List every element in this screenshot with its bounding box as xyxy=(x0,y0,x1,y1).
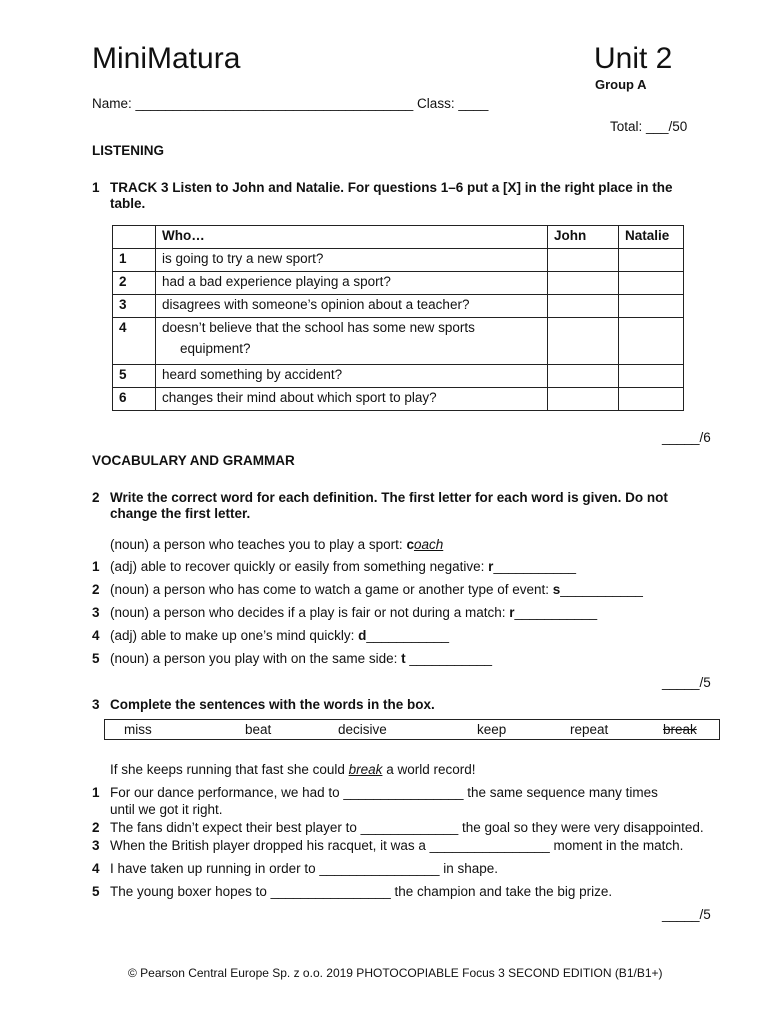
q2-instruction: Write the correct word for each definition. The first letter for each word is given. Do not xyxy=(110,490,668,505)
brand-title: MiniMatura xyxy=(92,42,241,75)
listening-heading: LISTENING xyxy=(92,143,165,158)
q3-item: I have taken up running in order to ________________ in shape. xyxy=(110,861,499,876)
row-number: 4 xyxy=(113,318,156,365)
q3-instruction: Complete the sentences with the words in the box. xyxy=(110,697,435,712)
row-text: disagrees with someone’s opinion about a teacher? xyxy=(156,295,548,318)
table-row xyxy=(113,272,684,295)
q3-item-cont: until we got it right. xyxy=(110,802,223,817)
word-box xyxy=(104,719,720,740)
box-word: repeat xyxy=(570,722,609,737)
row-number: 2 xyxy=(113,272,156,295)
q3-example: If she keeps running that fast she could break a world record! xyxy=(110,762,476,777)
q2-score: _____/5 xyxy=(662,675,711,690)
row-text: is going to try a new sport? xyxy=(156,249,548,272)
item-number: 1 xyxy=(92,785,100,800)
table-row xyxy=(113,249,684,272)
john-answer-cell[interactable] xyxy=(548,249,619,272)
group-label: Group A xyxy=(595,77,647,92)
question-number: 1 xyxy=(92,180,100,195)
vocab-heading: VOCABULARY AND GRAMMAR xyxy=(92,453,295,468)
natalie-answer-cell[interactable] xyxy=(619,365,684,388)
item-number: 2 xyxy=(92,582,100,597)
john-answer-cell[interactable] xyxy=(548,318,619,365)
listening-table xyxy=(112,225,684,411)
q3-item: When the British player dropped his racquet, it was a ________________ moment in the match. xyxy=(110,838,684,853)
item-number: 5 xyxy=(92,651,100,666)
answer-blank[interactable]: ___________ xyxy=(493,559,577,574)
row-number: 1 xyxy=(113,249,156,272)
john-answer-cell[interactable] xyxy=(548,365,619,388)
item-number: 5 xyxy=(92,884,100,899)
box-word: miss xyxy=(124,722,152,737)
row-text-cont: equipment? xyxy=(180,341,251,356)
listening-score: _____/6 xyxy=(662,430,711,445)
john-answer-cell[interactable] xyxy=(548,388,619,411)
table-row xyxy=(113,318,684,365)
answer-blank[interactable]: ___________ xyxy=(405,651,493,666)
q2-example: (noun) a person who teaches you to play a sport: coach xyxy=(110,537,444,552)
table-row xyxy=(113,365,684,388)
q2-instruction-cont: change the first letter. xyxy=(110,506,251,521)
row-number: 3 xyxy=(113,295,156,318)
box-word: decisive xyxy=(338,722,387,737)
row-number: 5 xyxy=(113,365,156,388)
listening-instruction-cont: table. xyxy=(110,196,146,211)
row-text: doesn’t believe that the school has some new sports xyxy=(162,320,475,335)
answer-blank[interactable]: ___________ xyxy=(560,582,643,597)
header-who: Who… xyxy=(156,226,548,249)
table-row xyxy=(113,388,684,411)
row-number: 6 xyxy=(113,388,156,411)
table-header-row xyxy=(113,226,684,249)
natalie-answer-cell[interactable] xyxy=(619,318,684,365)
q3-item: The fans didn’t expect their best player to _____________ the goal so they were very disappointed. xyxy=(110,820,704,835)
q3-item: For our dance performance, we had to ________________ the same sequence many times xyxy=(110,785,658,800)
question-number: 3 xyxy=(92,697,100,712)
item-number: 4 xyxy=(92,628,100,643)
answer-blank[interactable]: ___________ xyxy=(366,628,449,643)
row-text: heard something by accident? xyxy=(156,365,548,388)
copyright-footer: © Pearson Central Europe Sp. z o.o. 2019 PHOTOCOPIABLE Focus 3 SECOND EDITION (B1/B1+) xyxy=(128,966,663,980)
q2-item: (noun) a person who has come to watch a game or another type of event: s___________ xyxy=(110,582,643,597)
listening-instruction: TRACK 3 Listen to John and Natalie. For questions 1–6 put a [X] in the right place in the xyxy=(110,180,673,195)
example-answer: oach xyxy=(413,537,444,552)
row-text: changes their mind about which sport to play? xyxy=(156,388,548,411)
example-answer: break xyxy=(348,762,383,777)
header-john: John xyxy=(548,226,619,249)
header-natalie: Natalie xyxy=(619,226,684,249)
natalie-answer-cell[interactable] xyxy=(619,295,684,318)
box-word: beat xyxy=(245,722,272,737)
item-number: 4 xyxy=(92,861,100,876)
item-number: 1 xyxy=(92,559,100,574)
row-text: had a bad experience playing a sport? xyxy=(156,272,548,295)
box-word-used: break xyxy=(663,722,697,737)
natalie-answer-cell[interactable] xyxy=(619,388,684,411)
natalie-answer-cell[interactable] xyxy=(619,249,684,272)
item-number: 3 xyxy=(92,605,100,620)
question-number: 2 xyxy=(92,490,100,505)
table-row xyxy=(113,295,684,318)
unit-title: Unit 2 xyxy=(594,42,673,75)
q3-score: _____/5 xyxy=(662,907,711,922)
q3-item: The young boxer hopes to ________________ the champion and take the big prize. xyxy=(110,884,613,899)
q2-item: (adj) able to recover quickly or easily from something negative: r___________ xyxy=(110,559,577,574)
john-answer-cell[interactable] xyxy=(548,295,619,318)
q2-item: (noun) a person who decides if a play is fair or not during a match: r___________ xyxy=(110,605,598,620)
name-class-line: Name: _____________________________________ Class: ____ xyxy=(92,96,489,111)
item-number: 2 xyxy=(92,820,100,835)
answer-blank[interactable]: ___________ xyxy=(514,605,598,620)
q2-item: (noun) a person you play with on the same side: t ___________ xyxy=(110,651,493,666)
q2-item: (adj) able to make up one’s mind quickly: d___________ xyxy=(110,628,449,643)
total-score: Total: ___/50 xyxy=(610,119,688,134)
john-answer-cell[interactable] xyxy=(548,272,619,295)
box-word: keep xyxy=(477,722,507,737)
natalie-answer-cell[interactable] xyxy=(619,272,684,295)
item-number: 3 xyxy=(92,838,100,853)
